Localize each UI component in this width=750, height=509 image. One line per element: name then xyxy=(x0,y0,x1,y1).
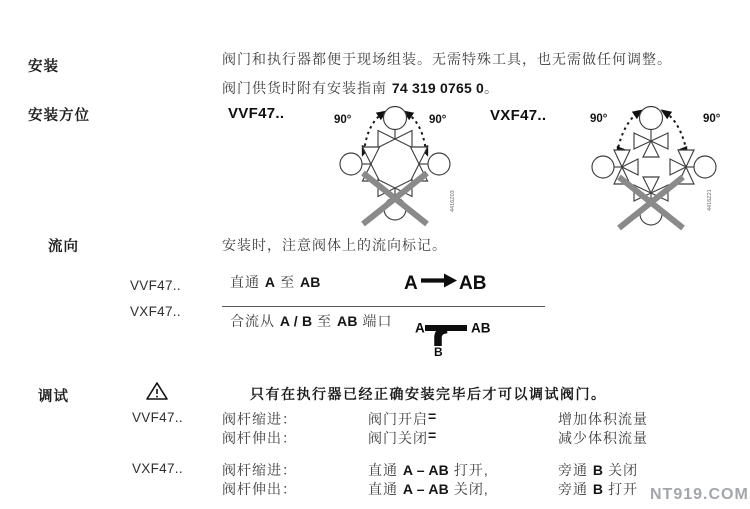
watermark: NT919.COM xyxy=(650,486,749,503)
angle-label-right: 90° xyxy=(429,114,447,126)
text-part: 直通 xyxy=(230,274,265,290)
text-part: 至 xyxy=(275,274,300,290)
flow-vxf-description xyxy=(230,311,393,331)
port-ab-label: AB xyxy=(459,273,487,294)
port-ab-label: AB xyxy=(471,320,491,336)
stem-label: 阀杆缩进： xyxy=(222,411,297,427)
equals-sign: = xyxy=(428,427,437,443)
orientation-vxf-model-label: VXF47.. xyxy=(490,107,547,124)
flow-note: 安装时，注意阀体上的流向标记。 xyxy=(222,237,447,253)
section-flow-label: 流向 xyxy=(48,239,79,255)
equals-sign: = xyxy=(428,408,437,424)
stem-label: 阀杆伸出： xyxy=(222,481,297,497)
three-way-valve-left-icon xyxy=(592,150,638,184)
install-text-line2 xyxy=(222,78,499,98)
arrowhead-icon xyxy=(663,111,672,117)
section-commissioning-label: 调试 xyxy=(38,389,69,405)
vvf-orientation-diagram xyxy=(330,98,460,230)
text-part: 打开, xyxy=(448,462,489,478)
figure-code: 4416Z03 xyxy=(450,190,456,212)
port-label: B xyxy=(592,481,604,497)
result-label xyxy=(558,460,638,480)
angle-label-left: 90° xyxy=(334,114,352,126)
text-part: 至 xyxy=(312,313,338,329)
port-label: A – AB xyxy=(402,481,449,497)
result-label xyxy=(558,479,638,499)
result-label: 减少体积流量 xyxy=(558,430,648,446)
valve-up-icon xyxy=(378,107,412,148)
mixing-flow-diagram xyxy=(407,315,501,361)
section-orientation-label: 安装方位 xyxy=(28,108,90,124)
orientation-vvf-model-label: VVF47.. xyxy=(228,105,285,122)
three-way-valve-up-icon xyxy=(634,107,668,158)
valve-left-icon xyxy=(340,147,380,181)
text-part: 合流从 xyxy=(230,313,280,329)
stem-label: 阀杆伸出： xyxy=(222,430,297,446)
port-label: A / B xyxy=(279,313,313,329)
valve-down-forbidden-icon xyxy=(363,173,427,224)
action-label xyxy=(368,460,489,480)
text-part: 旁通 xyxy=(558,462,593,478)
flow-divider xyxy=(222,306,545,307)
port-label: AB xyxy=(337,313,358,329)
result-label: 增加体积流量 xyxy=(558,411,648,427)
angle-label-right: 90° xyxy=(703,113,721,125)
port-label: AB xyxy=(299,274,321,290)
three-way-valve-down-forbidden-icon xyxy=(619,177,683,228)
install-guide-number: 74 319 0765 0 xyxy=(391,80,485,96)
text-part: 关闭 xyxy=(603,462,639,478)
action-label: 阀门关闭 xyxy=(368,430,428,446)
figure-code: 4416Z21 xyxy=(707,189,713,211)
port-b-label: B xyxy=(434,345,443,359)
commissioning-warning-text: 只有在执行器已经正确安装完毕后才可以调试阀门。 xyxy=(250,386,607,402)
text-part: 直通 xyxy=(368,462,403,478)
port-a-label: A xyxy=(415,320,425,336)
valve-right-icon xyxy=(411,147,451,181)
port-a-label: A xyxy=(404,273,418,294)
commissioning-vxf-model-label: VXF47.. xyxy=(132,461,183,476)
flow-arrow-head-icon xyxy=(444,274,457,288)
text-part: 关闭, xyxy=(448,481,489,497)
flow-vvf-description xyxy=(230,272,321,292)
section-install-label: 安装 xyxy=(28,59,59,75)
flow-vvf-model-label: VVF47.. xyxy=(130,278,181,293)
flow-vxf-model-label: VXF47.. xyxy=(130,304,181,319)
action-label xyxy=(368,479,489,499)
straight-flow-diagram xyxy=(398,269,498,295)
text-part: 旁通 xyxy=(558,481,593,497)
text-part: 。 xyxy=(484,80,500,96)
commissioning-vvf-model-label: VVF47.. xyxy=(132,410,183,425)
action-label: 阀门开启 xyxy=(368,411,428,427)
text-part: 打开 xyxy=(603,481,639,497)
port-label: A xyxy=(264,274,276,290)
angle-label-left: 90° xyxy=(590,113,608,125)
port-label: A – AB xyxy=(402,462,449,478)
tee-branch-pipe xyxy=(438,330,447,347)
text-part: 端口 xyxy=(357,313,393,329)
stem-label: 阀杆缩进： xyxy=(222,462,297,478)
install-text-line1: 阀门和执行器都便于现场组装。无需特殊工具，也无需做任何调整。 xyxy=(222,51,672,67)
text-part: 直通 xyxy=(368,481,403,497)
text-part: 阀门供货时附有安装指南 xyxy=(222,80,392,96)
vxf-orientation-diagram xyxy=(583,97,729,239)
warning-triangle-icon xyxy=(146,381,168,401)
port-label: B xyxy=(592,462,604,478)
